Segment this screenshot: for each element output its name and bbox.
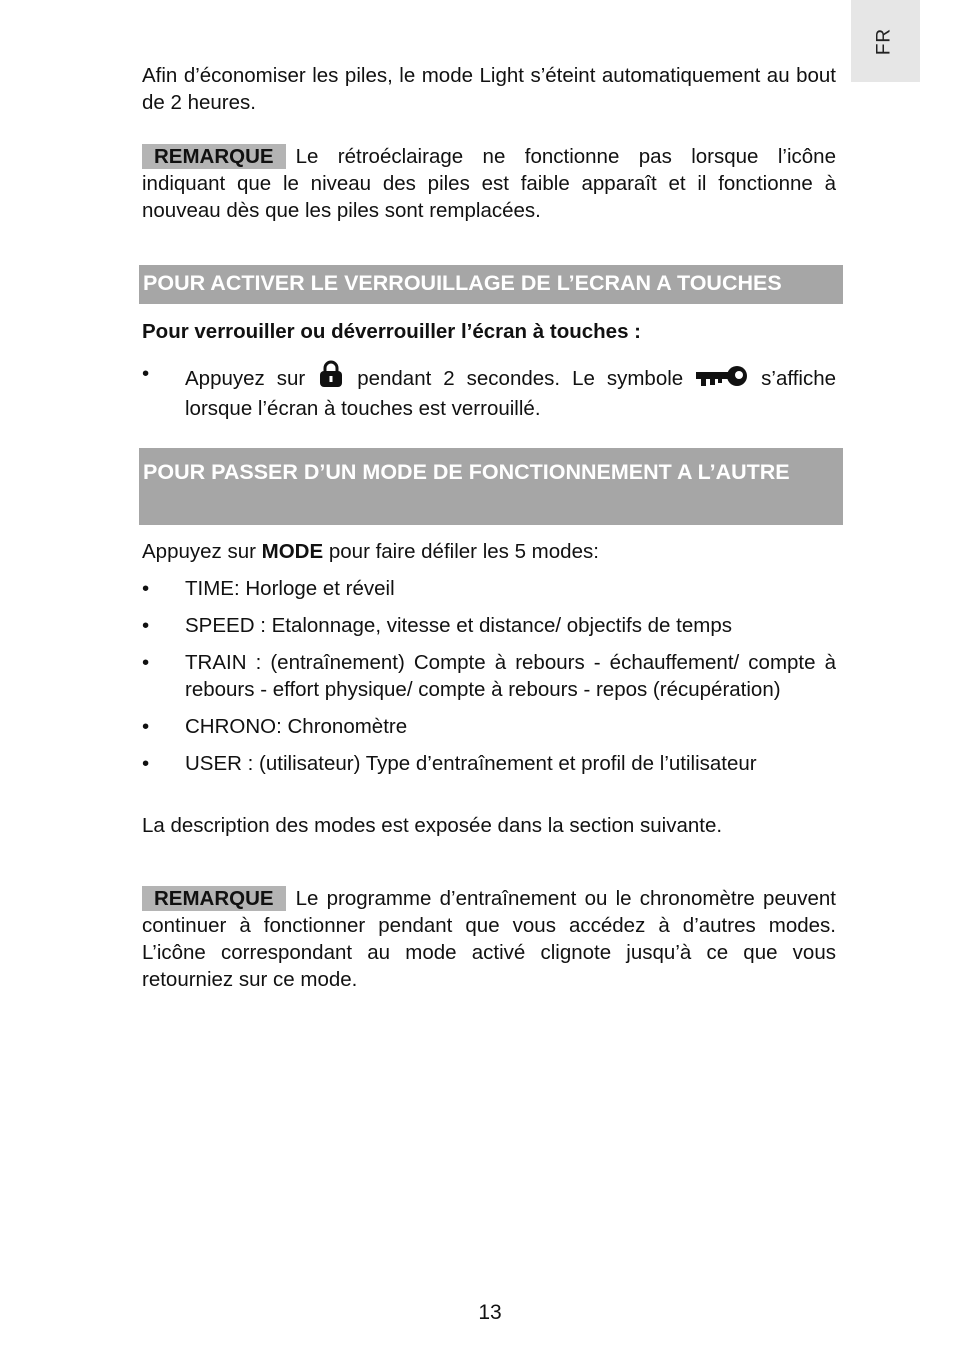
remark-backlight <box>142 143 836 224</box>
remark-badge: REMARQUE <box>142 886 286 911</box>
key-icon <box>695 366 749 395</box>
mode-button-label: MODE <box>261 540 324 563</box>
paragraph-light-mode: Afin d’économiser les piles, le mode Light s’éteint automatiquement au bout de 2 heures. <box>142 64 836 114</box>
list-item: • SPEED : Etalonnage, vitesse et distance/ objectifs de temps <box>142 614 732 637</box>
list-item: • CHRONO: Chronomètre <box>142 715 408 738</box>
section-subtitle-lock: Pour verrouiller ou déverrouiller l’écran à touches : <box>142 320 641 343</box>
remark-text: Le rétroéclairage ne fonctionne pas lorsque l’icône indiquant que le niveau des piles est faible apparaît et il fonctionne à nouveau dès que les piles sont remplacées. <box>142 145 836 222</box>
list-item: • TRAIN : (entraînement) Compte à rebours - échauffement/ compte à rebours - effort physique/ compte à rebours - repos (récupération) <box>142 651 836 701</box>
remark-modes <box>142 885 836 993</box>
remark-text: Le programme d’entraînement ou le chronomètre peuvent continuer à fonctionner pendant que vous accédez à d’autres modes. L’icône correspondant au mode activé clignote jusqu’à ce que vous retourniez sur ce mode. <box>142 887 836 991</box>
list-item <box>142 360 836 422</box>
page-number: 13 <box>478 1301 502 1324</box>
lock-bullet <box>142 360 836 432</box>
section-title-modes: POUR PASSER D’UN MODE DE FONCTIONNEMENT A L’AUTRE <box>139 448 843 525</box>
bullet-text: Appuyez sur <box>185 367 306 390</box>
remark-badge: REMARQUE <box>142 144 286 169</box>
bullet-dot: • <box>142 362 150 385</box>
bullet-text: s’affiche lorsque l’écran à touches est verrouillé. <box>185 367 837 420</box>
list-item: • TIME: Horloge et réveil <box>142 577 395 600</box>
section-title-lock: POUR ACTIVER LE VERROUILLAGE DE L’ECRAN A TOUCHES <box>139 265 843 304</box>
bullet-text: pendant 2 secondes. Le symbole <box>357 367 684 390</box>
modes-intro: Appuyez sur MODE pour faire défiler les 5 modes: <box>142 540 599 563</box>
modes-list <box>142 575 836 787</box>
lock-icon <box>317 360 345 395</box>
list-item: • USER : (utilisateur) Type d’entraînement et profil de l’utilisateur <box>142 752 757 775</box>
modes-outro: La description des modes est exposée dans la section suivante. <box>142 814 723 837</box>
language-label: FR <box>873 27 895 56</box>
language-tab <box>851 0 920 82</box>
